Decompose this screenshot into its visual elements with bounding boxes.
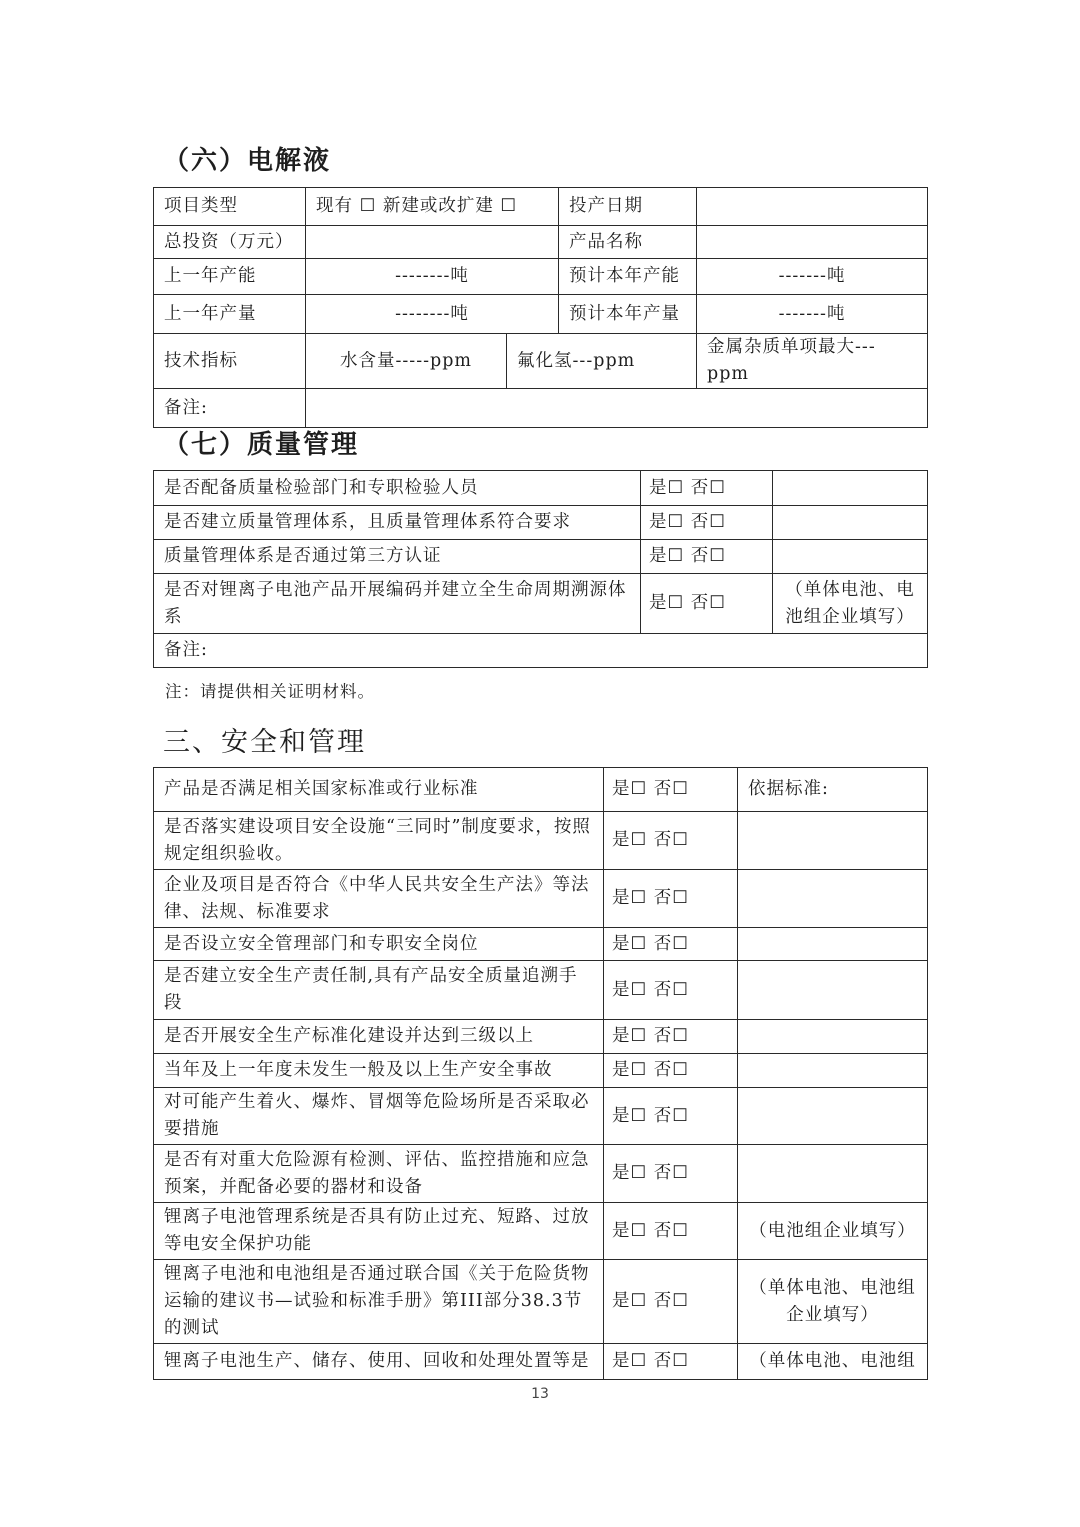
- quality-table: [153, 470, 928, 668]
- project-type-options[interactable]: 现有 ☐ 新建或改扩建 ☐: [306, 188, 559, 226]
- yes-no-checkbox[interactable]: 是☐ 否☐: [604, 870, 738, 928]
- tech-water-field[interactable]: 水含量-----ppm: [306, 334, 507, 389]
- yes-no-checkbox[interactable]: 是☐ 否☐: [641, 471, 773, 506]
- quality-question: 质量管理体系是否通过第三方认证: [154, 540, 641, 574]
- safety-question: 锂离子电池和电池组是否通过联合国《关于危险货物运输的建议书—试验和标准手册》第III部分38.3节的测试: [154, 1260, 604, 1344]
- electrolyte-table: [153, 187, 928, 428]
- safety-extra: [738, 1088, 928, 1145]
- quality-extra: （单体电池、电池组企业填写）: [773, 574, 928, 634]
- section-3-title: 三、安全和管理: [163, 727, 366, 758]
- safety-question: 对可能产生着火、爆炸、冒烟等危险场所是否采取必要措施: [154, 1088, 604, 1145]
- section-6-title: （六）电解液: [163, 146, 332, 176]
- yes-no-checkbox[interactable]: 是☐ 否☐: [604, 1260, 738, 1344]
- safety-question: 是否落实建设项目安全设施“三同时”制度要求，按照规定组织验收。: [154, 812, 604, 870]
- tech-hf-field[interactable]: 氟化氢---ppm: [507, 334, 697, 389]
- safety-extra: [738, 812, 928, 870]
- safety-question: 企业及项目是否符合《中华人民共安全生产法》等法律、法规、标准要求: [154, 870, 604, 928]
- yes-no-checkbox[interactable]: 是☐ 否☐: [604, 768, 738, 812]
- yes-no-checkbox[interactable]: 是☐ 否☐: [604, 1054, 738, 1088]
- quality-extra: [773, 471, 928, 506]
- safety-question: 是否设立安全管理部门和专职安全岗位: [154, 928, 604, 961]
- product-name-label: 产品名称: [559, 226, 697, 259]
- last-output-field[interactable]: --------吨: [306, 295, 559, 334]
- quality-question: 是否配备质量检验部门和专职检验人员: [154, 471, 641, 506]
- project-type-label: 项目类型: [154, 188, 306, 226]
- standard-basis-field[interactable]: 依据标准:: [738, 768, 928, 812]
- safety-extra: （单体电池、电池组企业填写）: [738, 1260, 928, 1344]
- yes-no-checkbox[interactable]: 是☐ 否☐: [641, 540, 773, 574]
- start-date-field[interactable]: [697, 188, 928, 226]
- last-capacity-label: 上一年产能: [154, 259, 306, 295]
- yes-no-checkbox[interactable]: 是☐ 否☐: [604, 961, 738, 1020]
- safety-question: 产品是否满足相关国家标准或行业标准: [154, 768, 604, 812]
- safety-extra: [738, 870, 928, 928]
- yes-no-checkbox[interactable]: 是☐ 否☐: [641, 574, 773, 634]
- quality-remark-label: 备注:: [154, 634, 928, 668]
- yes-no-checkbox[interactable]: 是☐ 否☐: [604, 1020, 738, 1054]
- safety-extra: [738, 961, 928, 1020]
- est-capacity-field[interactable]: -------吨: [697, 259, 928, 295]
- tech-metal-field[interactable]: 金属杂质单项最大---ppm: [697, 334, 928, 389]
- quality-extra: [773, 506, 928, 540]
- est-output-field[interactable]: -------吨: [697, 295, 928, 334]
- remark-label: 备注:: [154, 389, 306, 428]
- yes-no-checkbox[interactable]: 是☐ 否☐: [604, 928, 738, 961]
- page-number: 13: [531, 1386, 549, 1402]
- safety-extra: [738, 1145, 928, 1203]
- yes-no-checkbox[interactable]: 是☐ 否☐: [604, 1344, 738, 1380]
- last-capacity-field[interactable]: --------吨: [306, 259, 559, 295]
- start-date-label: 投产日期: [559, 188, 697, 226]
- product-name-field[interactable]: [697, 226, 928, 259]
- quality-note: 注：请提供相关证明材料。: [165, 682, 375, 701]
- yes-no-checkbox[interactable]: 是☐ 否☐: [604, 1088, 738, 1145]
- yes-no-checkbox[interactable]: 是☐ 否☐: [604, 1145, 738, 1203]
- safety-extra: [738, 1020, 928, 1054]
- yes-no-checkbox[interactable]: 是☐ 否☐: [641, 506, 773, 540]
- investment-label: 总投资（万元）: [154, 226, 306, 259]
- safety-extra: （单体电池、电池组: [738, 1344, 928, 1380]
- quality-question: 是否建立质量管理体系，且质量管理体系符合要求: [154, 506, 641, 540]
- safety-question: 是否建立安全生产责任制,具有产品安全质量追溯手段: [154, 961, 604, 1020]
- investment-field[interactable]: [306, 226, 559, 259]
- section-7-title: （七）质量管理: [163, 430, 360, 460]
- yes-no-checkbox[interactable]: 是☐ 否☐: [604, 812, 738, 870]
- safety-question: 锂离子电池管理系统是否具有防止过充、短路、过放等电安全保护功能: [154, 1203, 604, 1260]
- safety-question: 是否有对重大危险源有检测、评估、监控措施和应急预案，并配备必要的器材和设备: [154, 1145, 604, 1203]
- quality-extra: [773, 540, 928, 574]
- yes-no-checkbox[interactable]: 是☐ 否☐: [604, 1203, 738, 1260]
- safety-question: 锂离子电池生产、储存、使用、回收和处理处置等是: [154, 1344, 604, 1380]
- remark-field[interactable]: [306, 389, 928, 428]
- safety-extra: [738, 928, 928, 961]
- safety-question: 是否开展安全生产标准化建设并达到三级以上: [154, 1020, 604, 1054]
- safety-extra: （电池组企业填写）: [738, 1203, 928, 1260]
- safety-extra: [738, 1054, 928, 1088]
- est-capacity-label: 预计本年产能: [559, 259, 697, 295]
- last-output-label: 上一年产量: [154, 295, 306, 334]
- tech-label: 技术指标: [154, 334, 306, 389]
- est-output-label: 预计本年产量: [559, 295, 697, 334]
- quality-question: 是否对锂离子电池产品开展编码并建立全生命周期溯源体系: [154, 574, 641, 634]
- safety-question: 当年及上一年度未发生一般及以上生产安全事故: [154, 1054, 604, 1088]
- safety-table: [153, 767, 928, 1380]
